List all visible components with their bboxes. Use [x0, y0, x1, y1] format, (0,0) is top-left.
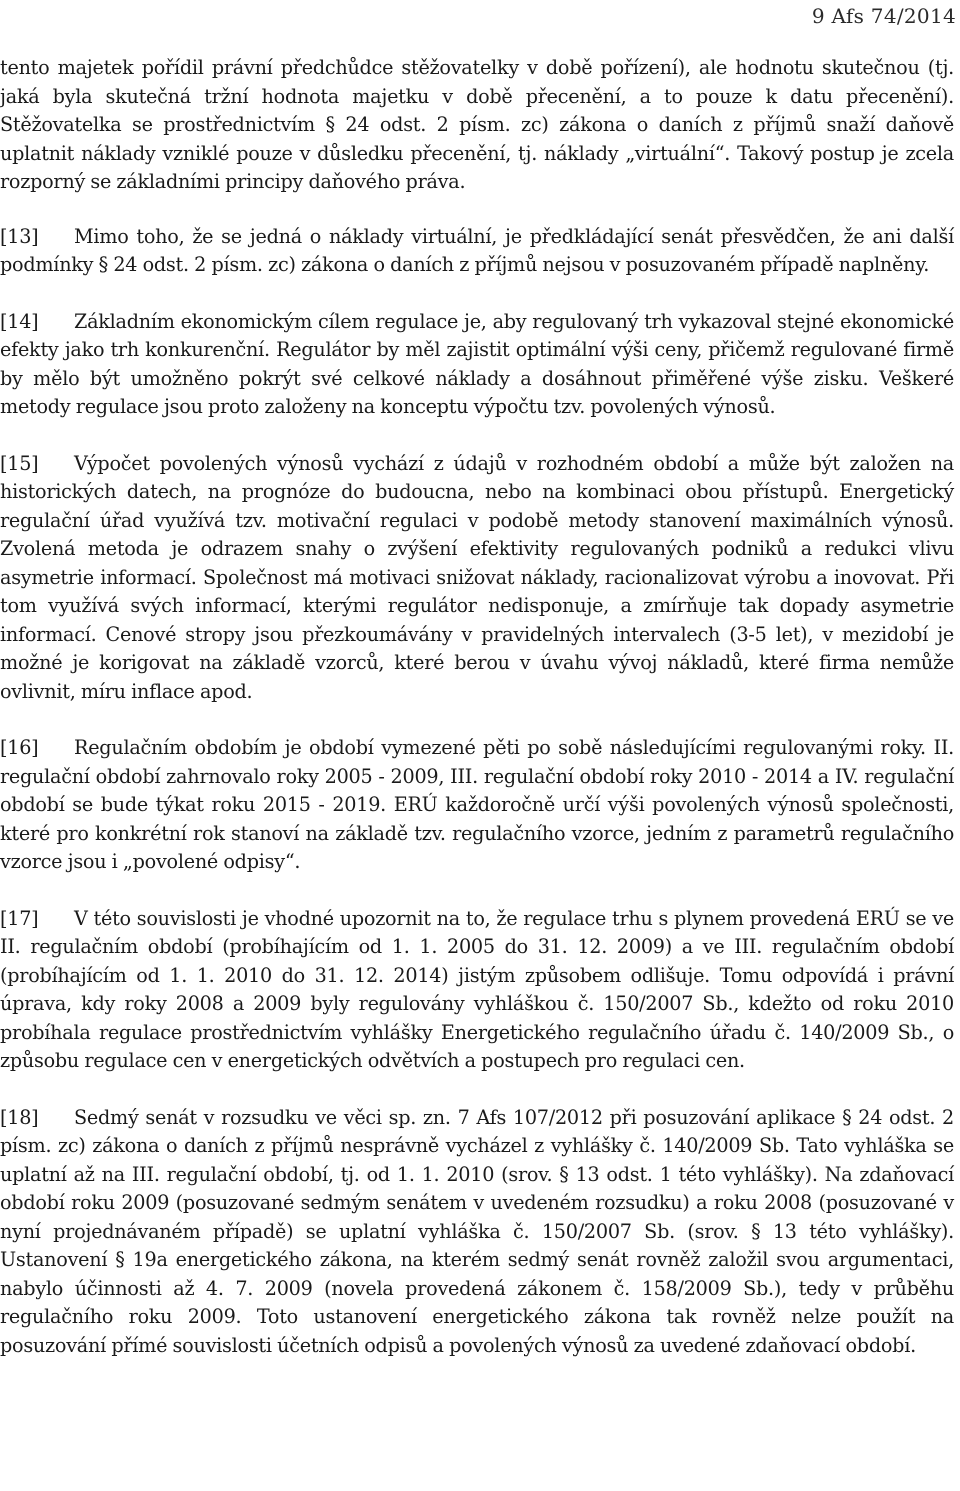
page-number: 9 Afs 74/2014: [811, 4, 956, 28]
paragraph-text: Sedmý senát v rozsudku ve věci sp. zn. 7 Afs 107/2012 při posuzování aplikace § 24 odst. 2 písm. zc) zákona o daních z příjmů nesprávně vycházel z vyhlášky č. 140/2009 Sb. Tato vyhláška se uplatní až na III. regulační období, tj. od 1. 1. 2010 (srov. § 13 odst. 1 této vyhlášky). Na zdaňovací období roku 2009 (posuzované sedmým senátem v uvedeném rozsudku) a roku 2008 (posuzované v nyní projednávaném případě) se uplatní vyhláška č. 150/2007 Sb. (srov. § 13 této vyhlášky). Ustanovení § 19a energetického zákona, na kterém sedmý senát rovněž založil svou argumentaci, nabylo účinnosti až 4. 7. 2009 (novela provedená zákonem č. 158/2009 Sb.), tedy v průběhu regulačního roku 2009. Toto ustanovení energetického zákona tak rovněž nelze použít na posuzování přímé souvislosti účetních odpisů a povolených výnosů za uvedené zdaňovací období.: [0, 1105, 954, 1357]
paragraph-number: [18]: [0, 1105, 39, 1129]
document-body: [0, 54, 954, 1388]
paragraph-number: [17]: [0, 906, 39, 930]
paragraph-15: [0, 450, 954, 707]
paragraph-continuation: [0, 54, 954, 197]
paragraph-number: [16]: [0, 736, 39, 759]
paragraph-number: [15]: [0, 451, 39, 475]
paragraph-text: Regulačním obdobím je období vymezené pěti po sobě následujícími regulovanými roky. II. regulační období zahrnovalo roky 2005 - 2009, III. regulační období roky 2010 - 2014 a IV. regulační období se bude týkat roku 2015 - 2019. ERÚ každoročně určí výši povolených výnosů společnosti, které pro konkrétní rok stanoví na základě tzv. regulačního vzorce, jedním z parametrů regulačního vzorce jsou i „povolené odpisy“.: [0, 736, 954, 873]
paragraph-14: [0, 308, 954, 422]
paragraph-17: [0, 905, 954, 1076]
paragraph-16: [0, 734, 954, 877]
paragraph-number: [14]: [0, 309, 39, 333]
paragraph-text: V této souvislosti je vhodné upozornit na to, že regulace trhu s plynem provedená ERÚ se ve II. regulačním období (probíhajícím od 1. 1. 2005 do 31. 12. 2009) a ve III. regulačním období (probíhajícím od 1. 1. 2010 do 31. 12. 2014) jistým způsobem odlišuje. Tomu odpovídá i právní úprava, kdy roky 2008 a 2009 byly regulovány vyhláškou č. 150/2007 Sb., kdežto od roku 2010 probíhala regulace prostřednictvím vyhlášky Energetického regulačního úřadu č. 140/2009 Sb., o způsobu regulace cen v energetických odvětvích a postupech pro regulaci cen.: [0, 906, 954, 1072]
paragraph-number: [13]: [0, 224, 39, 248]
paragraph-text: Výpočet povolených výnosů vychází z údajů v rozhodném období a může být založen na historických datech, na prognóze do budoucna, nebo na kombinaci obou přístupů. Energetický regulační úřad využívá tzv. motivační regulaci v podobě metody stanovení maximálních výnosů. Zvolená metoda je odrazem snahy o zvýšení efektivity regulovaných podniků a redukci vlivu asymetrie informací. Společnost má motivaci snižovat náklady, racionalizovat výrobu a inovovat. Při tom využívá svých informací, kterými regulátor nedisponuje, a zmírňuje tak dopady asymetrie informací. Cenové stropy jsou přezkoumávány v pravidelných intervalech (3-5 let), v mezidobí je možné je korigovat na základě vzorců, které berou v úvahu vývoj nákladů, které firma nemůže ovlivnit, míru inflace apod.: [0, 451, 954, 703]
paragraph-text: Základním ekonomickým cílem regulace je, aby regulovaný trh vykazoval stejné ekonomické efekty jako trh konkurenční. Regulátor by měl zajistit optimální výši ceny, přičemž regulované firmě by mělo být umožněno pokrýt své celkové náklady a dosáhnout přiměřené výše zisku. Veškeré metody regulace jsou proto založeny na konceptu výpočtu tzv. povolených výnosů.: [0, 309, 954, 418]
paragraph-18: [0, 1104, 954, 1361]
paragraph-text: Mimo toho, že se jedná o náklady virtuální, je předkládající senát přesvědčen, že ani další podmínky § 24 odst. 2 písm. zc) zákona o daních z příjmů nejsou v posuzovaném případě naplněny.: [0, 224, 954, 276]
paragraph-text: tento majetek pořídil právní předchůdce stěžovatelky v době pořízení), ale hodnotu skutečnou (tj. jaká byla skutečná tržní hodnota majetku v době přecenění, a to pouze k datu přecenění). Stěžovatelka se prostřednictvím § 24 odst. 2 písm. zc) zákona o daních z příjmů snaží daňově uplatnit náklady vzniklé pouze v důsledku přecenění, tj. náklady „virtuální“. Takový postup je zcela rozporný se základními principy daňového práva.: [0, 56, 954, 193]
paragraph-13: [0, 223, 954, 280]
